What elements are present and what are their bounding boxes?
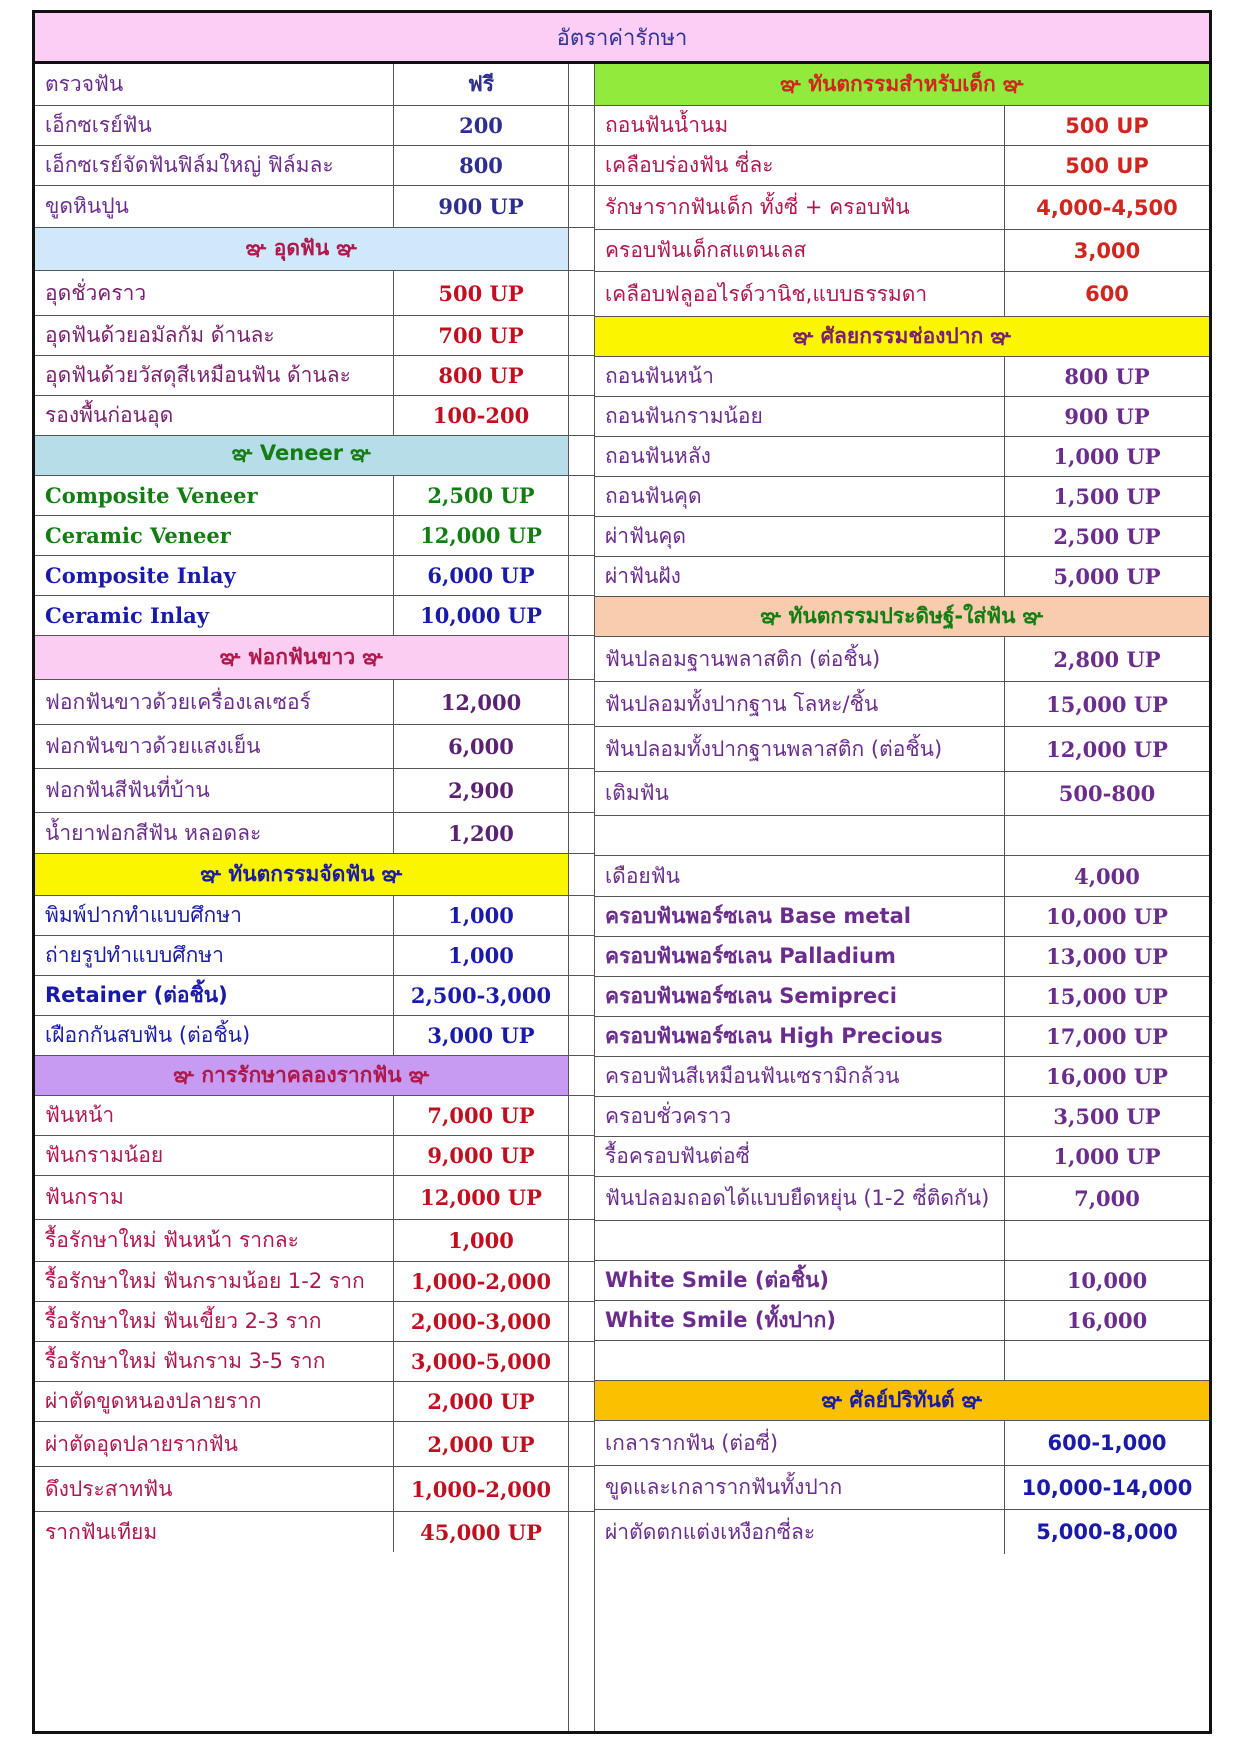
service-name: ผ่าฟันฝัง bbox=[605, 564, 681, 588]
service-price: 1,000 UP bbox=[1004, 437, 1209, 476]
service-price: 16,000 UP bbox=[1004, 1057, 1209, 1096]
price-row bbox=[595, 230, 1209, 272]
price-row bbox=[35, 1467, 568, 1512]
service-price: 10,000 UP bbox=[393, 596, 568, 635]
page-title: อัตราค่ารักษา bbox=[35, 13, 1209, 64]
price-row bbox=[595, 1510, 1209, 1554]
price-row bbox=[35, 271, 568, 316]
service-price: 700 UP bbox=[393, 316, 568, 355]
service-price: 2,000 UP bbox=[393, 1382, 568, 1421]
gap-cell bbox=[569, 1467, 594, 1512]
price-row bbox=[595, 816, 1209, 856]
service-name: Composite Inlay bbox=[45, 563, 236, 588]
section-title-rootcanal: ఞ การรักษาคลองรากฟัน ఞ bbox=[173, 1062, 430, 1087]
service-price: 5,000 UP bbox=[1004, 557, 1209, 596]
service-name: เดือยฟัน bbox=[605, 863, 680, 888]
section-header-periodontal bbox=[595, 1381, 1209, 1421]
service-price: 16,000 bbox=[1004, 1301, 1209, 1340]
service-name: ฟอกฟันขาวด้วยเครื่องเลเซอร์ bbox=[45, 689, 311, 714]
price-row bbox=[595, 1301, 1209, 1341]
gap-cell bbox=[569, 396, 594, 436]
service-name: เฝือกกันสบฟัน (ต่อชิ้น) bbox=[45, 1023, 251, 1047]
service-price: 15,000 UP bbox=[1004, 977, 1209, 1016]
section-title-whitening: ఞ ฟอกฟันขาว ఞ bbox=[219, 644, 384, 669]
service-name: Composite Veneer bbox=[45, 483, 258, 508]
gap-cell bbox=[569, 1262, 594, 1302]
service-price: 12,000 UP bbox=[393, 1176, 568, 1219]
price-row bbox=[35, 936, 568, 976]
price-row bbox=[35, 1382, 568, 1422]
gap-cell bbox=[569, 936, 594, 976]
service-price: 45,000 UP bbox=[393, 1512, 568, 1552]
service-name: ถอนฟันหน้า bbox=[605, 364, 714, 388]
price-row bbox=[35, 1302, 568, 1342]
service-name: White Smile (ทั้งปาก) bbox=[605, 1308, 836, 1332]
gap-cell bbox=[569, 1096, 594, 1136]
section-header-prosth bbox=[595, 597, 1209, 637]
service-name: รื้อครอบฟันต่อซี่ bbox=[605, 1144, 750, 1168]
price-row bbox=[595, 977, 1209, 1017]
service-price: 10,000 UP bbox=[1004, 897, 1209, 936]
service-name: ครอบฟันพอร์ซเลน Base metal bbox=[605, 904, 911, 928]
price-row bbox=[35, 1096, 568, 1136]
section-header-filling bbox=[35, 228, 568, 271]
price-row bbox=[595, 1017, 1209, 1057]
service-name: ฟันปลอมทั้งปากฐาน โลหะ/ชิ้น bbox=[605, 691, 879, 716]
section-header-surgery bbox=[595, 317, 1209, 357]
gap-cell bbox=[569, 1422, 594, 1467]
gap-cell bbox=[569, 106, 594, 146]
service-price: 3,500 UP bbox=[1004, 1097, 1209, 1136]
price-row bbox=[595, 897, 1209, 937]
service-name: น้ำยาฟอกสีฟัน หลอดละ bbox=[45, 820, 262, 845]
gap-cell bbox=[569, 1136, 594, 1176]
service-name: ผ่าตัดอุดปลายรากฟัน bbox=[45, 1431, 238, 1456]
service-name: ฟันหน้า bbox=[45, 1103, 115, 1127]
price-row bbox=[595, 1057, 1209, 1097]
price-row bbox=[595, 397, 1209, 437]
price-row bbox=[595, 517, 1209, 557]
service-name: รื้อรักษาใหม่ ฟันเขี้ยว 2-3 ราก bbox=[45, 1309, 322, 1333]
service-price bbox=[1004, 816, 1209, 855]
service-price: 4,000 bbox=[1004, 856, 1209, 896]
price-row bbox=[595, 637, 1209, 682]
price-row bbox=[595, 1341, 1209, 1381]
price-row bbox=[35, 725, 568, 769]
price-row bbox=[35, 356, 568, 396]
service-price: ฟรี bbox=[393, 64, 568, 105]
gap-cell bbox=[569, 596, 594, 636]
service-name: เคลือบร่องฟัน ซี่ละ bbox=[605, 153, 774, 177]
gap-cell bbox=[569, 1342, 594, 1382]
section-header-whitening bbox=[35, 636, 568, 680]
service-name: ฟอกฟันสีฟันที่บ้าน bbox=[45, 778, 210, 802]
service-name: ถ่ายรูปทำแบบศึกษา bbox=[45, 943, 224, 967]
service-name: อุดฟันด้วยวัสดุสีเหมือนฟัน ด้านละ bbox=[45, 363, 351, 387]
service-price: 10,000 bbox=[1004, 1261, 1209, 1300]
service-name: Ceramic Veneer bbox=[45, 523, 231, 548]
price-row bbox=[35, 186, 568, 228]
service-price: 200 bbox=[393, 106, 568, 145]
gap-cell bbox=[569, 186, 594, 228]
service-name: ฟันปลอมถอดได้แบบยืดหยุ่น (1-2 ซี่ติดกัน) bbox=[605, 1186, 990, 1210]
service-name: ผ่าตัดขูดหนองปลายราก bbox=[45, 1389, 262, 1413]
service-price: 13,000 UP bbox=[1004, 937, 1209, 976]
service-name: รื้อรักษาใหม่ ฟันกรามน้อย 1-2 ราก bbox=[45, 1269, 365, 1293]
service-price: 500-800 bbox=[1004, 772, 1209, 815]
service-price: 12,000 UP bbox=[393, 516, 568, 555]
service-price: 2,900 bbox=[393, 769, 568, 812]
service-name: ถอนฟันคุด bbox=[605, 484, 702, 508]
column-gap bbox=[568, 64, 595, 1731]
service-price: 2,000 UP bbox=[393, 1422, 568, 1466]
service-name: พิมพ์ปากทำแบบศึกษา bbox=[45, 903, 242, 927]
service-name: เติมฟัน bbox=[605, 781, 669, 805]
service-price: 600 bbox=[1004, 272, 1209, 316]
service-name: รากฟันเทียม bbox=[45, 1519, 158, 1544]
price-row bbox=[35, 1016, 568, 1056]
gap-cell bbox=[569, 769, 594, 813]
service-price: 900 UP bbox=[393, 186, 568, 227]
price-row bbox=[595, 106, 1209, 146]
service-name: ฟันปลอมทั้งปากฐานพลาสติก (ต่อชิ้น) bbox=[605, 736, 943, 761]
service-price: 500 UP bbox=[1004, 146, 1209, 185]
gap-cell bbox=[569, 1302, 594, 1342]
price-row bbox=[35, 769, 568, 813]
service-price: 100-200 bbox=[393, 396, 568, 435]
service-name: รื้อรักษาใหม่ ฟันหน้า รากละ bbox=[45, 1228, 299, 1252]
section-title-filling: ఞ อุดฟัน ఞ bbox=[245, 236, 358, 260]
service-name: Ceramic Inlay bbox=[45, 603, 209, 628]
price-row bbox=[595, 1177, 1209, 1221]
service-name: ครอบฟันพอร์ซเลน Semipreci bbox=[605, 984, 897, 1008]
price-row bbox=[35, 556, 568, 596]
service-name bbox=[595, 1221, 1004, 1260]
service-name: เอ็กซเรย์จัดฟันฟิล์มใหญ่ ฟิล์มละ bbox=[45, 153, 334, 177]
price-row bbox=[595, 682, 1209, 727]
price-row bbox=[35, 316, 568, 356]
right-column bbox=[595, 64, 1209, 1731]
price-row bbox=[595, 1421, 1209, 1466]
service-name: เอ็กซเรย์ฟัน bbox=[45, 113, 152, 137]
section-header-children bbox=[595, 64, 1209, 106]
service-name: ถอนฟันกรามน้อย bbox=[605, 404, 763, 428]
service-price: 900 UP bbox=[1004, 397, 1209, 436]
price-row bbox=[595, 1137, 1209, 1177]
service-price: 1,000 UP bbox=[1004, 1137, 1209, 1176]
section-title-prosth: ఞ ทันตกรรมประดิษฐ์-ใส่ฟัน ఞ bbox=[760, 603, 1044, 628]
service-name: ขูดและเกลารากฟันทั้งปาก bbox=[605, 1475, 843, 1499]
price-row bbox=[595, 146, 1209, 186]
price-row bbox=[35, 976, 568, 1016]
service-price: 800 UP bbox=[393, 356, 568, 395]
service-name: ครอบฟันพอร์ซเลน Palladium bbox=[605, 944, 896, 968]
service-name: เกลารากฟัน (ต่อซี่) bbox=[605, 1430, 779, 1455]
service-price: 1,000 bbox=[393, 936, 568, 975]
price-row bbox=[35, 596, 568, 636]
left-column bbox=[35, 64, 568, 1731]
service-name: ผ่าตัดตกแต่งเหงือกซี่ละ bbox=[605, 1519, 816, 1544]
price-row bbox=[35, 146, 568, 186]
price-row bbox=[595, 1466, 1209, 1510]
gap-cell bbox=[569, 516, 594, 556]
price-row bbox=[35, 516, 568, 556]
service-price: 800 UP bbox=[1004, 357, 1209, 396]
price-sheet bbox=[32, 10, 1212, 1734]
service-price: 6,000 bbox=[393, 725, 568, 768]
gap-cell bbox=[569, 1512, 594, 1552]
gap-cell bbox=[569, 725, 594, 769]
service-name: รองพื้นก่อนอุด bbox=[45, 403, 174, 427]
gap-cell bbox=[569, 976, 594, 1016]
price-row bbox=[595, 357, 1209, 397]
service-name: ฟันปลอมฐานพลาสติก (ต่อชิ้น) bbox=[605, 646, 881, 671]
gap-cell bbox=[569, 436, 594, 476]
gap-cell bbox=[569, 1016, 594, 1056]
service-price: 2,500 UP bbox=[1004, 517, 1209, 556]
service-price: 1,000 bbox=[393, 1220, 568, 1261]
price-row bbox=[595, 437, 1209, 477]
gap-cell bbox=[569, 556, 594, 596]
price-row bbox=[35, 680, 568, 725]
price-row bbox=[35, 106, 568, 146]
service-price: 2,500 UP bbox=[393, 476, 568, 515]
service-price bbox=[1004, 1221, 1209, 1260]
gap-cell bbox=[569, 476, 594, 516]
section-header-rootcanal bbox=[35, 1056, 568, 1096]
price-row bbox=[595, 186, 1209, 230]
service-price: 2,800 UP bbox=[1004, 637, 1209, 681]
service-name: ขูดหินปูน bbox=[45, 194, 129, 218]
service-name: White Smile (ต่อชิ้น) bbox=[605, 1268, 829, 1292]
price-row bbox=[35, 1512, 568, 1552]
service-name: รื้อรักษาใหม่ ฟันกราม 3-5 ราก bbox=[45, 1349, 326, 1373]
price-row bbox=[595, 477, 1209, 517]
price-row bbox=[35, 1136, 568, 1176]
service-price: 500 UP bbox=[1004, 106, 1209, 145]
service-name bbox=[595, 816, 1004, 855]
service-name: อุดฟันด้วยอมัลกัม ด้านละ bbox=[45, 323, 275, 347]
gap-cell bbox=[569, 813, 594, 854]
service-price: 600-1,000 bbox=[1004, 1421, 1209, 1465]
service-price: 12,000 bbox=[393, 680, 568, 724]
service-price: 1,500 UP bbox=[1004, 477, 1209, 516]
service-name: ครอบฟันเด็กสแตนเลส bbox=[605, 238, 807, 262]
service-name: ถอนฟันหลัง bbox=[605, 444, 711, 468]
service-name: ฟันกรามน้อย bbox=[45, 1143, 164, 1167]
service-price: 3,000 bbox=[1004, 230, 1209, 271]
price-row bbox=[595, 272, 1209, 317]
service-price: 12,000 UP bbox=[1004, 727, 1209, 771]
service-price: 1,200 bbox=[393, 813, 568, 853]
section-title-surgery: ఞ ศัลยกรรมช่องปาก ఞ bbox=[792, 323, 1012, 348]
service-name bbox=[595, 1341, 1004, 1380]
price-row bbox=[595, 727, 1209, 772]
service-price: 2,000-3,000 bbox=[393, 1302, 568, 1341]
section-title-ortho: ఞ ทันตกรรมจัดฟัน ఞ bbox=[200, 861, 403, 886]
gap-cell bbox=[569, 228, 594, 271]
gap-cell bbox=[569, 854, 594, 896]
service-price: 10,000-14,000 bbox=[1004, 1466, 1209, 1509]
service-price: 3,000 UP bbox=[393, 1016, 568, 1055]
gap-cell bbox=[569, 1176, 594, 1220]
service-name: ดึงประสาทฟัน bbox=[45, 1476, 173, 1501]
price-row bbox=[35, 476, 568, 516]
price-row bbox=[595, 1221, 1209, 1261]
service-price: 7,000 bbox=[1004, 1177, 1209, 1220]
price-columns bbox=[35, 64, 1209, 1731]
service-name: ครอบชั่วคราว bbox=[605, 1104, 732, 1128]
price-row bbox=[35, 64, 568, 106]
service-price: 5,000-8,000 bbox=[1004, 1510, 1209, 1554]
price-row bbox=[35, 1176, 568, 1220]
service-price: 6,000 UP bbox=[393, 556, 568, 595]
section-title-children: ఞ ทันตกรรมสำหรับเด็ก ఞ bbox=[780, 71, 1024, 96]
service-price: 4,000-4,500 bbox=[1004, 186, 1209, 229]
service-price: 3,000-5,000 bbox=[393, 1342, 568, 1381]
gap-cell bbox=[569, 271, 594, 316]
price-row bbox=[35, 813, 568, 854]
service-price: 1,000-2,000 bbox=[393, 1262, 568, 1301]
price-row bbox=[595, 1097, 1209, 1137]
service-price bbox=[1004, 1341, 1209, 1380]
service-name: Retainer (ต่อชิ้น) bbox=[45, 983, 228, 1007]
gap-cell bbox=[569, 636, 594, 680]
price-row bbox=[35, 1342, 568, 1382]
price-row bbox=[35, 1220, 568, 1262]
price-row bbox=[35, 1422, 568, 1467]
service-price: 800 bbox=[393, 146, 568, 185]
section-header-ortho bbox=[35, 854, 568, 896]
gap-cell bbox=[569, 146, 594, 186]
gap-cell bbox=[569, 1220, 594, 1262]
service-name: ตรวจฟัน bbox=[45, 72, 124, 96]
service-price: 17,000 UP bbox=[1004, 1017, 1209, 1056]
price-row bbox=[595, 772, 1209, 816]
service-name: รักษารากฟันเด็ก ทั้งซี่ + ครอบฟัน bbox=[605, 195, 910, 219]
price-row bbox=[35, 1262, 568, 1302]
gap-cell bbox=[569, 64, 594, 106]
service-price: 9,000 UP bbox=[393, 1136, 568, 1175]
service-name: ฟอกฟันขาวด้วยแสงเย็น bbox=[45, 734, 261, 758]
gap-cell bbox=[569, 316, 594, 356]
gap-cell bbox=[569, 896, 594, 936]
section-title-periodontal: ఞ ศัลย์ปริทันต์ ఞ bbox=[821, 1387, 983, 1412]
service-price: 1,000-2,000 bbox=[393, 1467, 568, 1511]
service-price: 1,000 bbox=[393, 896, 568, 935]
gap-cell bbox=[569, 680, 594, 725]
service-price: 7,000 UP bbox=[393, 1096, 568, 1135]
service-name: ฟันกราม bbox=[45, 1185, 124, 1209]
service-name: ผ่าฟันคุด bbox=[605, 524, 687, 548]
service-price: 2,500-3,000 bbox=[393, 976, 568, 1015]
service-name: ถอนฟันน้ำนม bbox=[605, 113, 729, 137]
price-row bbox=[35, 896, 568, 936]
price-row bbox=[595, 557, 1209, 597]
price-row bbox=[595, 856, 1209, 897]
service-name: ครอบฟันสีเหมือนฟันเซรามิกล้วน bbox=[605, 1064, 900, 1088]
service-price: 500 UP bbox=[393, 271, 568, 315]
service-price: 15,000 UP bbox=[1004, 682, 1209, 726]
gap-cell bbox=[569, 356, 594, 396]
service-name: อุดชั่วคราว bbox=[45, 280, 147, 305]
price-row bbox=[35, 396, 568, 436]
section-title-veneer: ఞ Veneer ఞ bbox=[232, 440, 371, 465]
price-row bbox=[595, 1261, 1209, 1301]
service-name: ครอบฟันพอร์ซเลน High Precious bbox=[605, 1024, 943, 1048]
price-row bbox=[595, 937, 1209, 977]
gap-cell bbox=[569, 1056, 594, 1096]
section-header-veneer bbox=[35, 436, 568, 476]
gap-cell bbox=[569, 1382, 594, 1422]
service-name: เคลือบฟลูออไรด์วานิช,แบบธรรมดา bbox=[605, 281, 928, 306]
